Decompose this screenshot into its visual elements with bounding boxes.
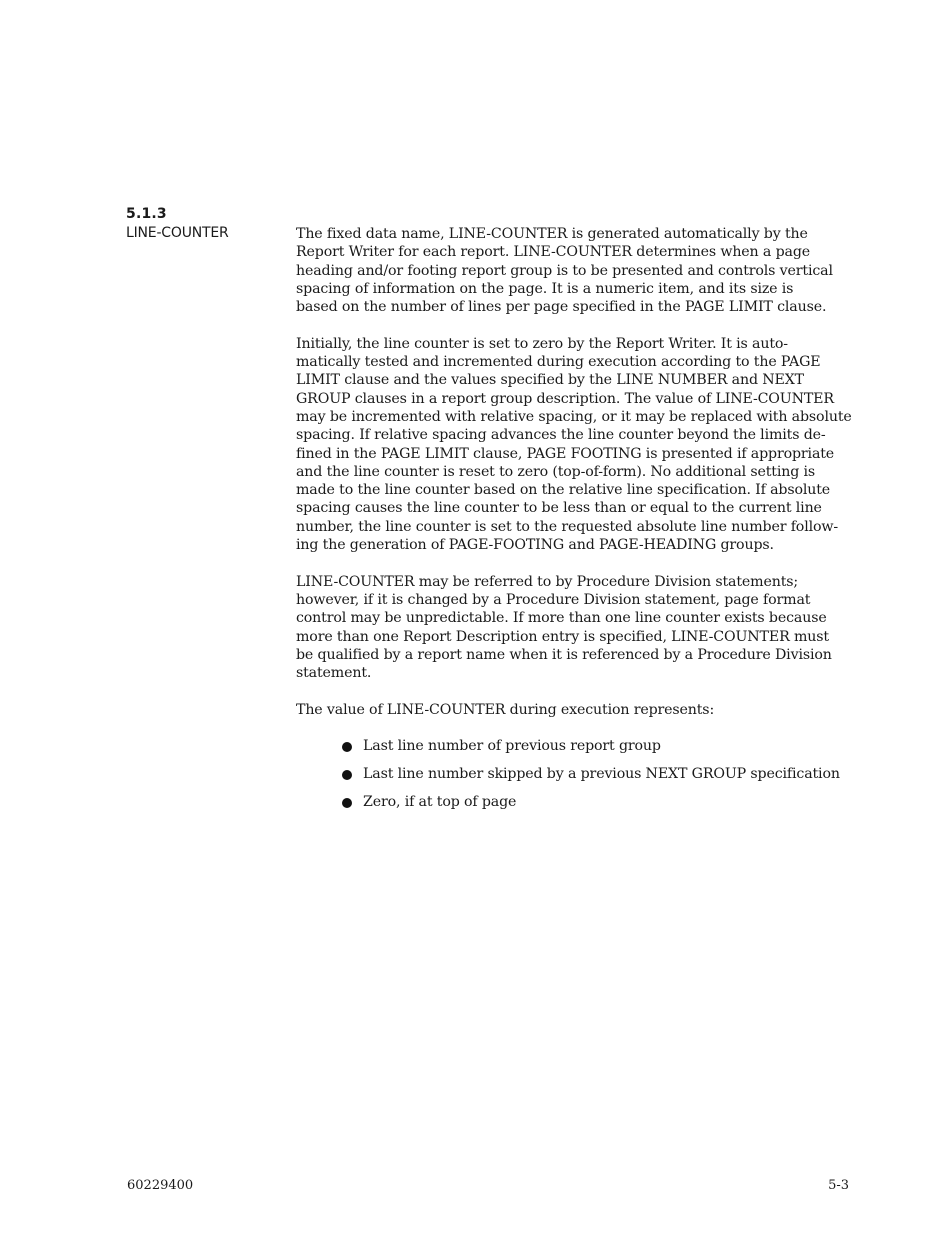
paragraph: Initially, the line counter is set to zero by the Report Writer. It is auto- matically tested and incremented during execution according to the PAGE LIMIT clause and the values specified by the LINE NUMBER and NEXT GROUP clauses in a report group description. The value of LINE-COUNTER may be incremented with relative spacing, or it may be replaced with absolute spacing. If relative spacing advances the line counter beyond the limits de- fined in the PAGE LIMIT clause, PAGE FOOTING is presented if appropriate and the line counter is reset to zero (top-of-form). No additional setting is made to the line counter based on the relative line specification. If absolute spacing causes the line counter to be less than or equal to the current line number, the line counter is set to the requested absolute line number follow- ing the generation of PAGE-FOOTING and PAGE-HEADING groups. <box>296 335 852 554</box>
bullet-icon <box>342 742 352 752</box>
list-item-text: Zero, if at top of page <box>363 794 517 811</box>
page-number: 5-3 <box>828 1178 849 1193</box>
paragraph: The value of LINE-COUNTER during execution represents: <box>296 701 715 718</box>
body-text <box>296 225 866 821</box>
bullet-icon <box>342 770 352 780</box>
list-item <box>342 793 866 811</box>
list-item-text: Last line number of previous report group <box>363 738 661 755</box>
list-item-text: Last line number skipped by a previous NEXT GROUP specification <box>363 766 840 783</box>
list-item <box>342 737 866 755</box>
section-title: LINE-COUNTER <box>126 225 229 241</box>
document-number: 60229400 <box>127 1178 194 1193</box>
bullet-list <box>296 737 866 811</box>
list-item <box>342 765 866 783</box>
paragraph: The fixed data name, LINE-COUNTER is generated automatically by the Report Writer for each report. LINE-COUNTER determines when a page heading and/or footing report group is to be presented and controls vertical spacing of information on the page. It is a numeric item, and its size is based on the number of lines per page specified in the PAGE LIMIT clause. <box>296 226 833 316</box>
section-number: 5.1.3 <box>126 206 167 222</box>
paragraph: LINE-COUNTER may be referred to by Procedure Division statements; however, if it is changed by a Procedure Division statement, page format control may be unpredictable. If more than one line counter exists because more than one Report Description entry is specified, LINE-COUNTER must be qualified by a report name when it is referenced by a Procedure Division statement. <box>296 573 832 682</box>
bullet-icon <box>342 798 352 808</box>
